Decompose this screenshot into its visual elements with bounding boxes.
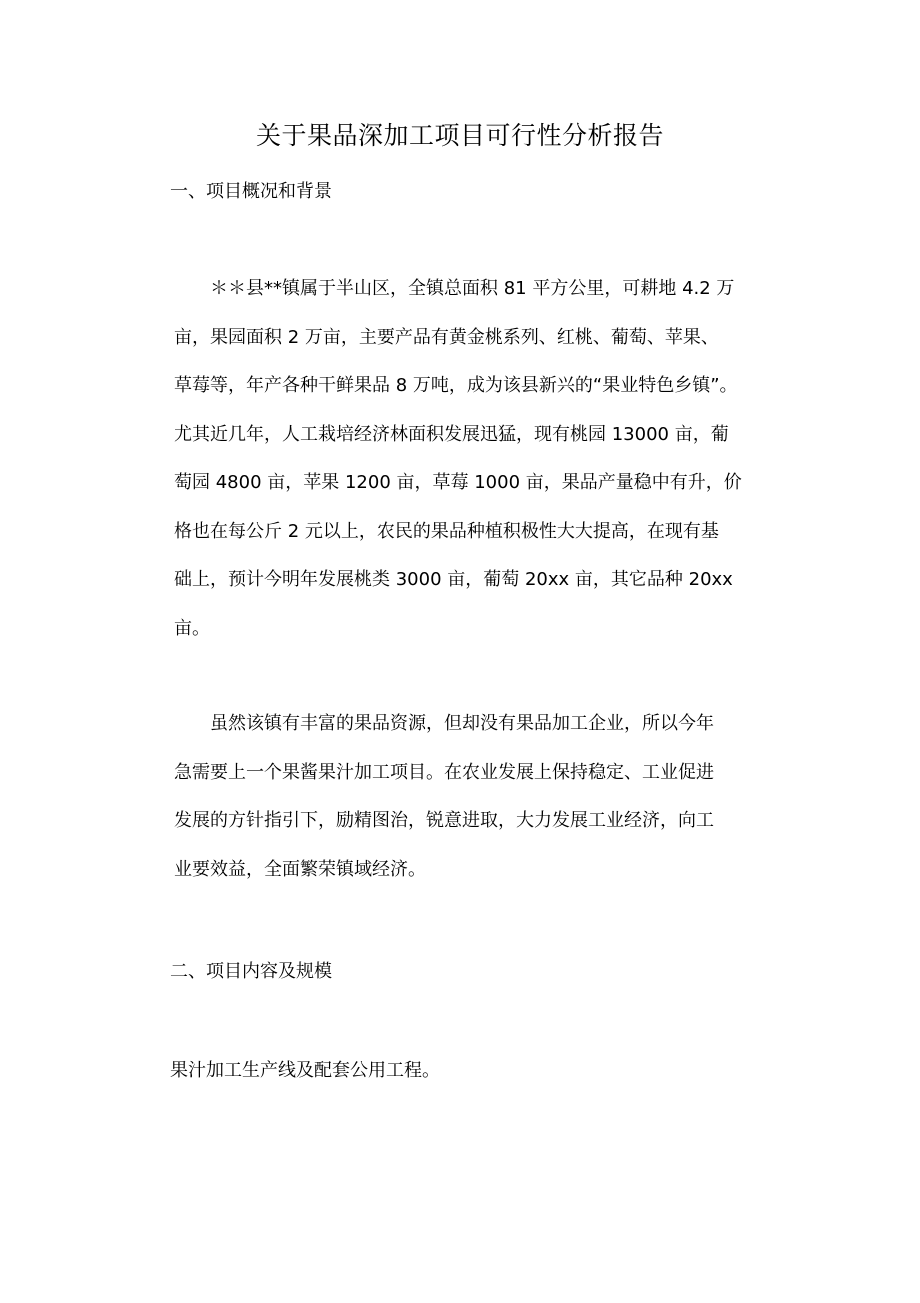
document-title: 关于果品深加工项目可行性分析报告 — [255, 121, 664, 150]
section-heading-2: 二、项目内容及规模 — [170, 961, 332, 982]
paragraph-line: ＊＊县**镇属于半山区，全镇总面积 81 平方公里，可耕地 4.2 万 — [210, 278, 735, 299]
paragraph-line: 虽然该镇有丰富的果品资源，但却没有果品加工企业，所以今年 — [210, 713, 714, 734]
paragraph-line: 础上，预计今明年发展桃类 3000 亩，葡萄 20xx 亩，其它品种 20xx — [174, 569, 733, 590]
paragraph-resources — [138, 700, 728, 894]
paragraph-scope: 果汁加工生产线及配套公用工程。 — [170, 1060, 440, 1081]
paragraph-line: 萄园 4800 亩，苹果 1200 亩，草莓 1000 亩，果品产量稳中有升，价 — [174, 472, 742, 493]
paragraph-line: 业要效益，全面繁荣镇域经济。 — [174, 858, 426, 880]
paragraph-line: 亩，果园面积 2 万亩，主要产品有黄金桃系列、红桃、葡萄、苹果、 — [174, 326, 719, 348]
paragraph-line: 发展的方针指引下，励精图治，锐意进取，大力发展工业经济，向工 — [174, 810, 714, 831]
paragraph-background — [138, 265, 742, 653]
paragraph-line: 格也在每公斤 2 元以上，农民的果品种植积极性大大提高，在现有基 — [174, 520, 719, 542]
section-heading-1: 一、项目概况和背景 — [170, 181, 332, 202]
paragraph-line: 尤其近几年，人工栽培经济林面积发展迅猛，现有桃园 13000 亩，葡 — [174, 423, 729, 445]
paragraph-line: 急需要上一个果酱果汁加工项目。在农业发展上保持稳定、工业促进 — [174, 761, 714, 783]
paragraph-line: 亩。 — [174, 617, 210, 639]
paragraph-line: 草莓等，年产各种干鲜果品 8 万吨，成为该县新兴的“果业特色乡镇”。 — [174, 375, 738, 396]
